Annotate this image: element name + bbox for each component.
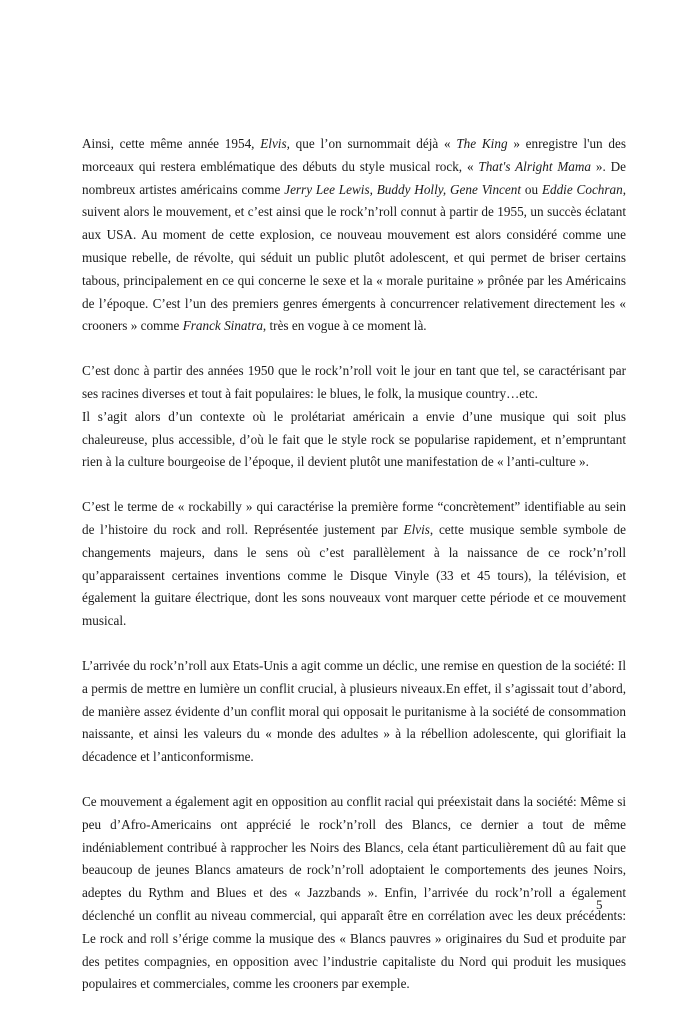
text-run: » enregistre l'un des morceaux qui restera emblématique des débuts du style musical rock, « xyxy=(82,136,626,174)
italic-run: The King xyxy=(456,136,508,151)
text-run: , très en vogue à ce moment là. xyxy=(262,318,427,334)
italic-run: Franck Sinatra xyxy=(182,318,263,334)
text-run: L’arrivée du rock’n’roll aux Etats-Unis a agit comme un déclic, une remise en question de la société: Il a permis de mettre en lumière un conflit crucial, à plusieurs niveaux.En effet, il s’agissait tout d’abord, de manière assez évidente d’un conflit moral qui opposait le puritanisme à la société de consommation naissante, et ainsi les valeurs du « monde des adultes » à la rébellion adolescente, qui glorifiait la décadence et l’anticonformisme. xyxy=(82,657,626,765)
italic-run: Eddie Cochran xyxy=(541,181,623,197)
text-run: C’est donc à partir des années 1950 que le rock’n’roll voit le jour en tant que tel, se caractérisant par ses racines diverses et tout à fait populaires: le blues, le folk, la musique country…etc. xyxy=(82,363,626,401)
italic-run: That's Alright Mama xyxy=(478,158,592,174)
text-run: , cette musique semble symbole de changements majeurs, dans le sens où c’est parallèlement à la naissance de ce rock’n’roll qu’apparaissent certaines inventions comme le Disque Vinyle (33 et 45 tours), la télévision, et également la guitare électrique, dont les sons nouveaux vont marquer cette période et ce mouvement musical. xyxy=(82,521,626,629)
text-run: Il s’agit alors d’un contexte où le prolétariat américain a envie d’une musique qui soit plus chaleureuse, plus accessible, d’où le fait que le style rock se popularise rapidement, et n’empruntant rien à la culture bourgeoise de l’époque, il devient plutôt une manifestation de « l’anti-culture ». xyxy=(82,408,626,470)
text-run: Ce mouvement a également agit en opposition au conflit racial qui préexistait dans la société: Même si peu d’Afro-Americains ont apprécié le rock’n’roll des Blancs, ce dernier a tout de même indéniablement contribué à rapprocher les Noirs des Blancs, cela étant particulièrement dû au fait que beaucoup de jeunes Blancs amateurs de rock’n’roll adoptaient le comportements des jeunes Noirs, adeptes du Rythm and Blues et des « Jazzbands ». Enfin, l’arrivée du rock’n’roll a également déclenché un conflit au niveau commercial, qui apparaît être en corrélation avec les deux précédents: Le rock and roll s’érige comme la musique des « Blancs pauvres » originaires du Sud et produite par des petites compagnies, en opposition avec l’industrie capitaliste du Nord qui produit les musiques populaires et commerciales, comme les crooners par exemple. xyxy=(82,793,626,992)
text-run: C’est le terme de « rockabilly » qui caractérise la première forme “concrètement” identifiable au sein de l’histoire du rock and roll. Représentée justement par xyxy=(82,499,626,537)
text-run: ». De nombreux artistes américains comme xyxy=(82,158,626,197)
text-run: Ainsi, cette même année 1954, xyxy=(82,136,261,151)
italic-run: Elvis xyxy=(403,521,430,537)
page-number: 5 xyxy=(596,897,603,912)
italic-run: Elvis, xyxy=(260,136,290,151)
document-body xyxy=(82,133,626,1018)
paragraph-5 xyxy=(82,791,626,996)
paragraph-3 xyxy=(82,496,626,633)
text-run: , suivent alors le mouvement, et c’est ainsi que le rock’n’roll connut à partir de 1955, un succès éclatant aux USA. Au moment de cette explosion, ce nouveau mouvement est alors considéré comme une musique rebelle, de révolte, qui séduit un public plutôt adolescent, et qui permet de briser certains tabous, principalement en ce qui concerne le sexe et la « morale puritaine » prônée par les Américains de l’époque. C’est l’un des premiers genres émergents à concurrencer relativement directement les « crooners » comme xyxy=(82,181,627,334)
paragraph-2 xyxy=(82,360,626,474)
text-run: ou xyxy=(521,181,542,197)
italic-run: Jerry Lee Lewis, Buddy Holly, Gene Vincent xyxy=(284,181,522,197)
paragraph-4 xyxy=(82,655,626,769)
paragraph-1 xyxy=(82,133,626,338)
text-run: que l’on surnommait déjà « xyxy=(289,136,457,151)
